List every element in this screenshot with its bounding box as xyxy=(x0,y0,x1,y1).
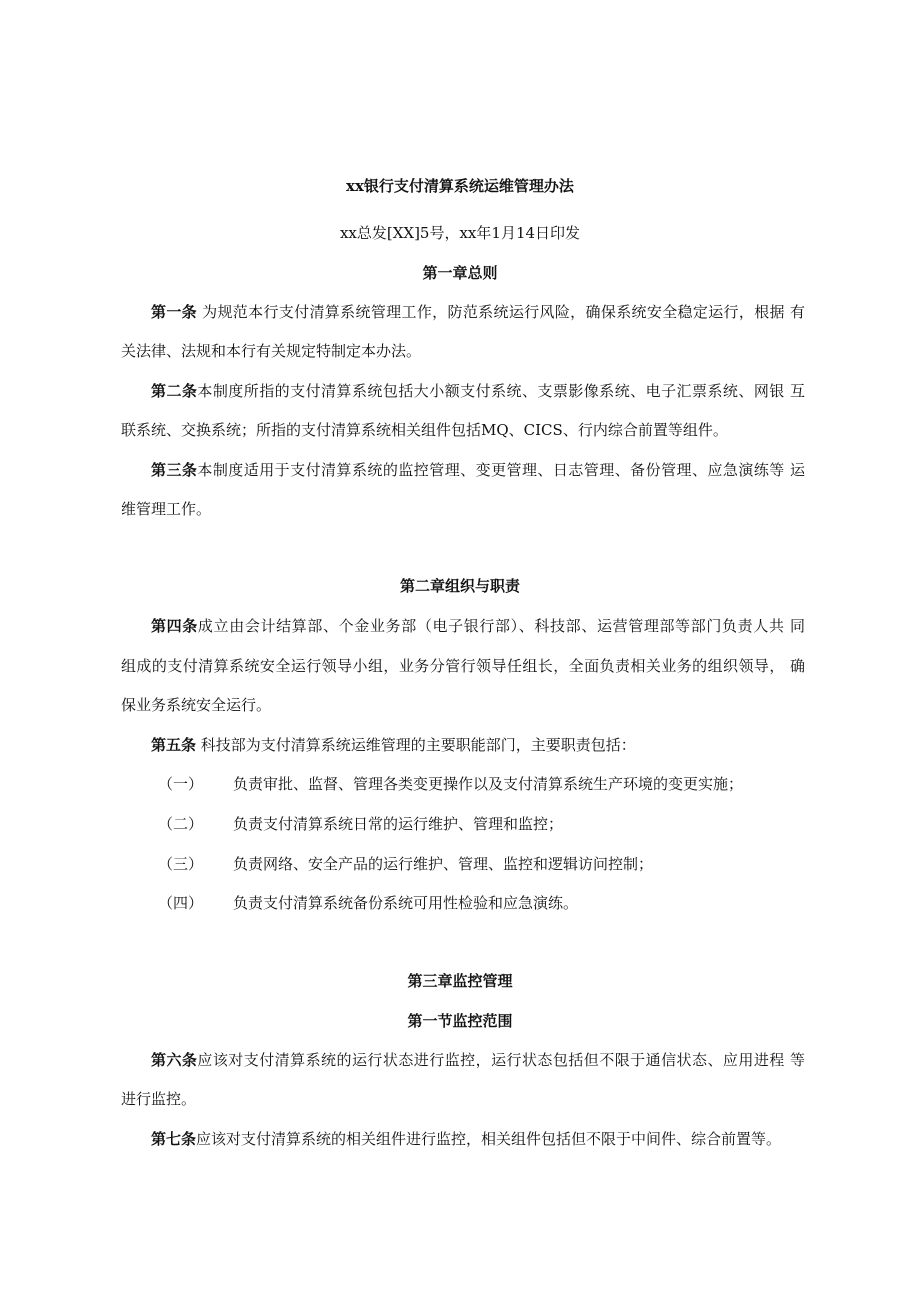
issue-line: xx总发[XX]5号，xx年1月14日印发 xyxy=(339,224,581,242)
article-4-label: 第四条 xyxy=(151,617,198,635)
article-7-label: 第七条 xyxy=(151,1130,197,1148)
article-3-label: 第三条 xyxy=(151,461,198,479)
article-4-text-1: 成立由会计结算部、个金业务部（电子银行部）、科技部、运营管理部等部门负责人共 同 xyxy=(197,617,805,635)
chapter-3-heading: 第三章监控管理 xyxy=(407,972,513,990)
article-1-text-2: 关法律、法规和本行有关规定特制定本办法。 xyxy=(121,342,422,360)
list-item-1-text: 负责审批、监督、管理各类变更操作以及支付清算系统生产环境的变更实施； xyxy=(233,775,744,793)
list-item-4-number: （四） xyxy=(158,894,204,912)
chapter-2-heading: 第二章组织与职责 xyxy=(399,577,520,595)
list-item-2-number: （二） xyxy=(158,815,204,833)
list-item-1-number: （一） xyxy=(158,775,204,793)
article-4-text-2: 组成的支付清算系统安全运行领导小组，业务分管行领导任组长，全面负责相关业务的组织领导， 确 xyxy=(121,657,805,675)
article-6-line-1 xyxy=(151,1050,805,1070)
article-3-line-1 xyxy=(151,460,805,480)
list-item-3-number: （三） xyxy=(158,855,204,873)
article-5-line-1 xyxy=(151,735,636,755)
article-1-line-1 xyxy=(151,302,805,322)
section-1-heading: 第一节监控范围 xyxy=(407,1012,513,1030)
article-5-label: 第五条 xyxy=(151,736,197,754)
list-item-4-text: 负责支付清算系统备份系统可用性检验和应急演练。 xyxy=(233,894,579,912)
article-4-text-3: 保业务系统安全运行。 xyxy=(121,696,272,714)
article-4-line-1 xyxy=(151,616,805,636)
article-7-text-1: 应该对支付清算系统的相关组件进行监控，相关组件包括但不限于中间件、综合前置等。 xyxy=(196,1130,782,1148)
article-2-line-1 xyxy=(151,381,805,401)
article-1-text-1: 为规范本行支付清算系统管理工作，防范系统运行风险，确保系统安全稳定运行，根据 有 xyxy=(197,303,805,321)
article-6-text-1: 应该对支付清算系统的运行状态进行监控，运行状态包括但不限于通信状态、应用进程 等 xyxy=(197,1051,805,1069)
document-title: xx银行支付清算系统运维管理办法 xyxy=(346,177,574,195)
list-item-2-text: 负责支付清算系统日常的运行维护、管理和监控； xyxy=(233,815,564,833)
article-2-text-2: 联系统、交换系统；所指的支付清算系统相关组件包括MQ、CICS、行内综合前置等组件。 xyxy=(121,421,728,439)
article-6-text-2: 进行监控。 xyxy=(121,1090,197,1108)
list-item-3-text: 负责网络、安全产品的运行维护、管理、监控和逻辑访问控制； xyxy=(233,855,654,873)
article-2-label: 第二条 xyxy=(151,382,198,400)
article-2-text-1: 本制度所指的支付清算系统包括大小额支付系统、支票影像系统、电子汇票系统、网银 互 xyxy=(197,382,805,400)
article-6-label: 第六条 xyxy=(151,1051,198,1069)
chapter-1-heading: 第一章总则 xyxy=(422,264,498,282)
article-5-text-1: 科技部为支付清算系统运维管理的主要职能部门，主要职责包括： xyxy=(196,736,636,754)
article-7-line-1 xyxy=(151,1129,781,1149)
article-3-text-2: 维管理工作。 xyxy=(121,500,212,518)
article-3-text-1: 本制度适用于支付清算系统的监控管理、变更管理、日志管理、备份管理、应急演练等 运 xyxy=(197,461,805,479)
article-1-label: 第一条 xyxy=(151,303,198,321)
